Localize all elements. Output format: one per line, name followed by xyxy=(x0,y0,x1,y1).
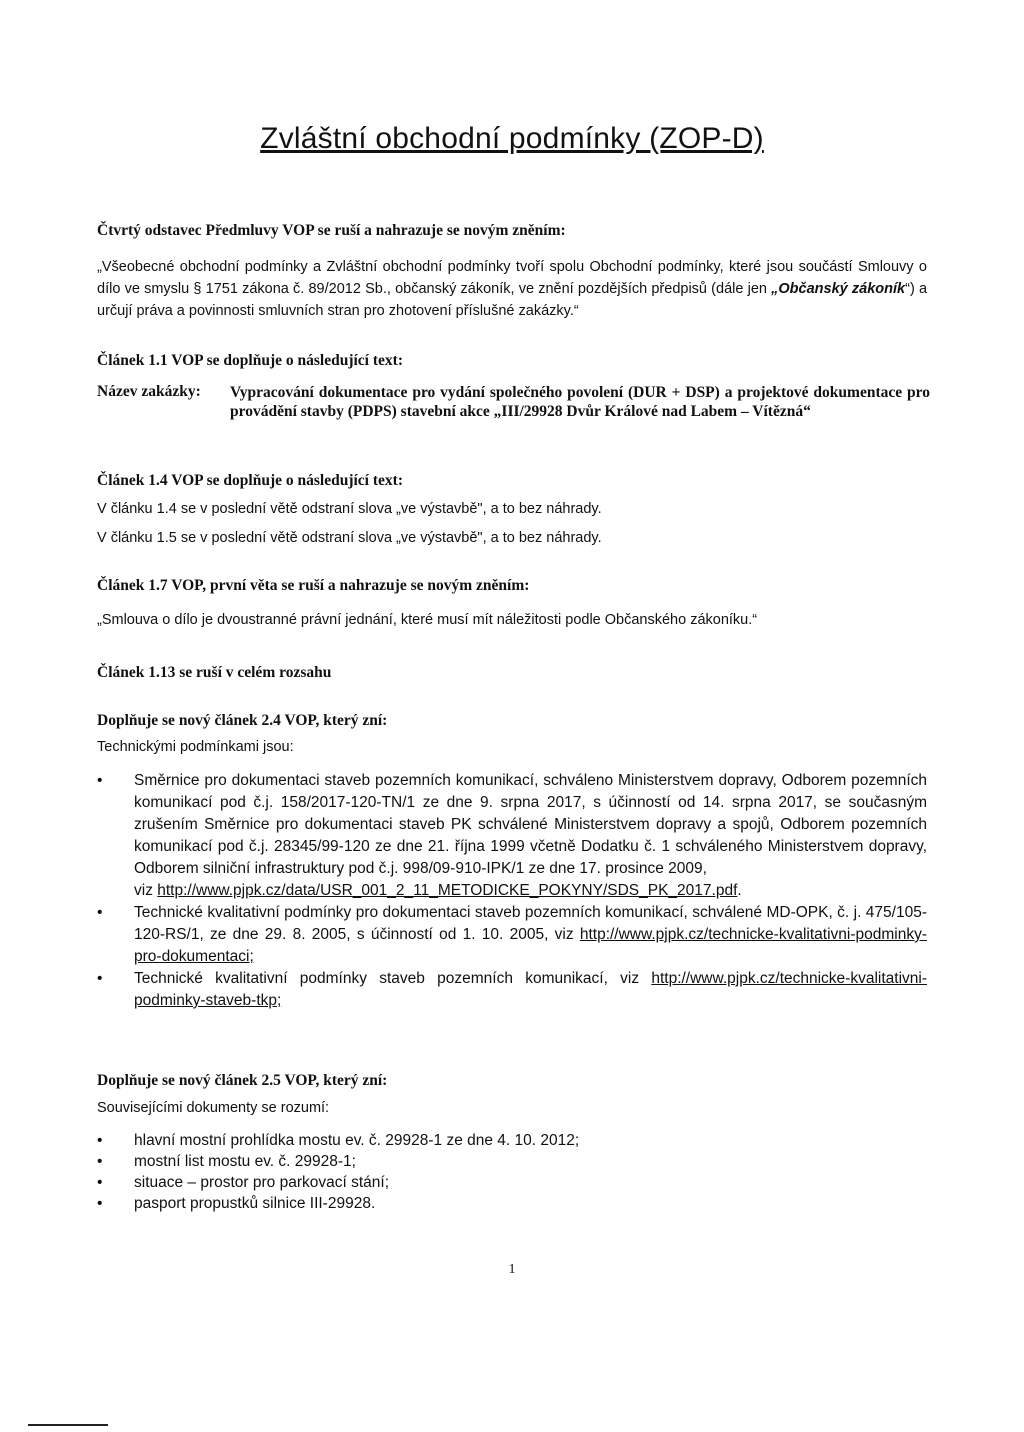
article-1-4-line: V článku 1.4 se v poslední větě odstraní slova „ve výstavbě", a to bez náhrady. xyxy=(97,501,602,517)
list-item-text: pasport propustků silnice III-29928. xyxy=(134,1195,376,1212)
related-documents-intro: Souvisejícími dokumenty se rozumí: xyxy=(97,1100,330,1116)
bullet-icon: • xyxy=(97,1153,103,1170)
list-item xyxy=(97,770,927,902)
list-item xyxy=(97,1193,927,1214)
section-heading-1-4: Článek 1.4 VOP se doplňuje o následující text: xyxy=(97,472,403,489)
tkp-documentation-link[interactable]: http://www.pjpk.cz/technicke-kvalitativni-podminky-pro-dokumentaci; xyxy=(134,926,927,965)
section-heading-1-7: Článek 1.7 VOP, první věta se ruší a nahrazuje se novým zněním: xyxy=(97,577,530,594)
bullet-icon: • xyxy=(97,1174,103,1191)
tkp-buildings-link[interactable]: http://www.pjpk.cz/technicke-kvalitativni-podminky-staveb-tkp; xyxy=(134,970,927,1009)
page-number: 1 xyxy=(508,1262,516,1277)
technical-conditions-intro: Technickými podmínkami jsou: xyxy=(97,739,294,755)
list-item-text: Technické kvalitativní podmínky pro dokumentaci staveb pozemních komunikací, schválené MD-OPK, č. j. 475/105-120-RS/1, ze dne 29. 8. 2005, s účinností od 1. 10. 2005, viz xyxy=(134,904,927,943)
footer-rule xyxy=(28,1424,108,1426)
section-heading-1-1-text: Článek 1.1 VOP se doplňuje o následující text: xyxy=(97,352,403,369)
related-documents-list xyxy=(97,1130,927,1214)
directive-link[interactable]: http://www.pjpk.cz/data/USR_001_2_11_METODICKE_POKYNY/SDS_PK_2017.pdf xyxy=(157,882,738,899)
list-item xyxy=(97,968,927,1012)
list-item xyxy=(97,1172,927,1193)
section-heading-preamble: Čtvrtý odstavec Předmluvy VOP se ruší a nahrazuje se novým zněním: xyxy=(97,222,566,239)
document-title: Zvláštní obchodní podmínky (ZOP-D) xyxy=(260,122,764,155)
section-heading-1-13: Článek 1.13 se ruší v celém rozsahu xyxy=(97,664,332,681)
preamble-text-part1: „Všeobecné obchodní podmínky a Zvláštní obchodní podmínky tvoří spolu Obchodní podmínky, které jsou součástí Smlouvy o dílo ve smyslu § 1751 zákona č. 89/2012 Sb., občanský zákoník, ve znění pozdějších předpisů (dále jen xyxy=(97,259,927,297)
bullet-icon: • xyxy=(97,1132,103,1149)
contract-name-label: Název zakázky: xyxy=(97,383,201,400)
list-item xyxy=(97,1151,927,1172)
list-item-text: situace – prostor pro parkovací stání; xyxy=(134,1174,390,1191)
list-item xyxy=(97,902,927,968)
list-item-text: mostní list mostu ev. č. 29928-1; xyxy=(134,1153,356,1170)
list-item-text: Technické kvalitativní podmínky staveb pozemních komunikací, viz xyxy=(134,970,652,987)
preamble-emphasis: „Občanský zákoník xyxy=(771,281,906,297)
article-1-7-text: „Smlouva o dílo je dvoustranné právní jednání, které musí mít náležitosti podle Občanského zákoníku.“ xyxy=(97,612,758,628)
list-item-text: Směrnice pro dokumentaci staveb pozemních komunikací, schváleno Ministerstvem dopravy, Odborem pozemních komunikací pod č.j. 158/2017-120-TN/1 ze dne 9. srpna 2017, s účinností od 14. srpna 2017, se současným zrušením Směrnice pro dokumentaci staveb PK schválené Ministerstvem dopravy a spojů, Odborem pozemních komunikací pod č.j. 28345/99-120 ze dne 21. října 1999 včetně Dodatku č. 1 schváleného Ministerstvem dopravy, Odborem silniční infrastruktury pod č.j. 998/09-910-IPK/1 ze dne 17. prosince 2009, xyxy=(134,772,927,877)
section-heading-2-5: Doplňuje se nový článek 2.5 VOP, který zní: xyxy=(97,1072,388,1089)
preamble-paragraph xyxy=(97,256,927,322)
technical-conditions-list xyxy=(97,770,927,1012)
list-item-text: hlavní mostní prohlídka mostu ev. č. 29928-1 ze dne 4. 10. 2012; xyxy=(134,1132,580,1149)
section-heading-1-1 xyxy=(97,350,927,372)
bullet-icon: • xyxy=(97,1195,103,1212)
list-item-link-suffix: . xyxy=(737,882,742,899)
list-item xyxy=(97,1130,927,1151)
preamble-text-part2: “) a určují práva a povinnosti smluvních stran pro zhotovení příslušné zakázky.“ xyxy=(97,281,928,319)
list-item-link-prefix: viz xyxy=(134,882,158,899)
bullet-icon: • xyxy=(97,772,103,789)
article-1-5-line: V článku 1.5 se v poslední větě odstraní slova „ve výstavbě", a to bez náhrady. xyxy=(97,530,602,546)
bullet-icon: • xyxy=(97,970,103,987)
section-heading-2-4: Doplňuje se nový článek 2.4 VOP, který zní: xyxy=(97,712,388,729)
contract-name-text: Vypracování dokumentace pro vydání společného povolení (DUR + DSP) a projektové dokumentace pro provádění stavby (PDPS) stavební akce „III/29928 Dvůr Králové nad Labem – Vítězná“ xyxy=(230,384,930,420)
bullet-icon: • xyxy=(97,904,103,921)
